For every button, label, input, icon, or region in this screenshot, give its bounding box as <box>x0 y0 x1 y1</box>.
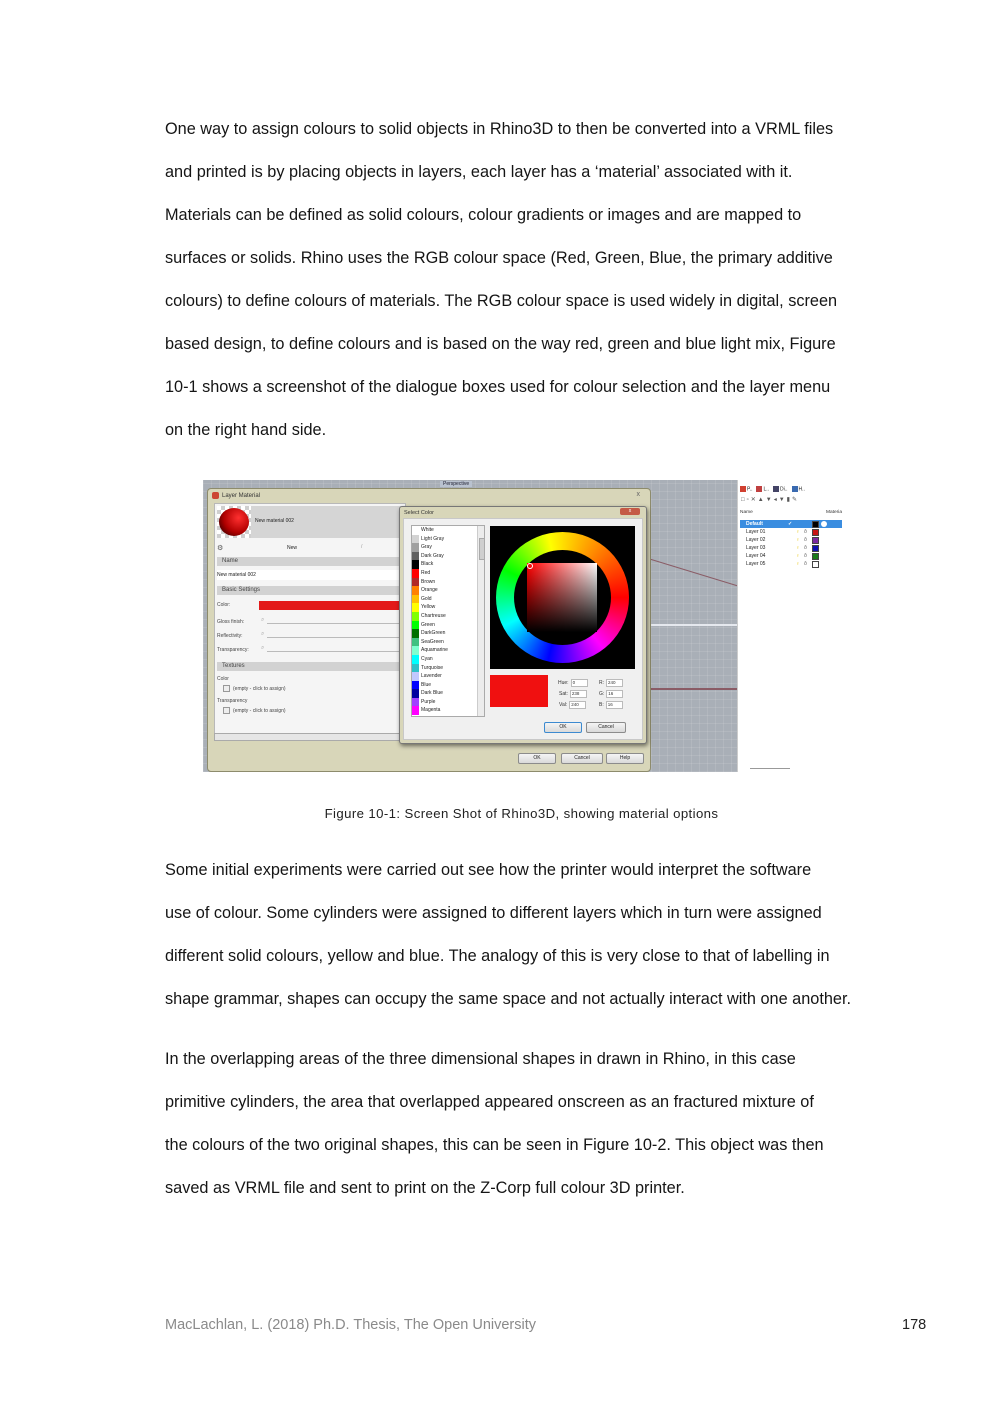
color-list-item[interactable] <box>412 655 484 664</box>
color-name: Magenta <box>421 707 441 714</box>
color-name: SeaGreen <box>421 638 444 645</box>
move-down-icon[interactable]: ▼ <box>765 497 774 503</box>
panel-tab-icon <box>740 486 746 492</box>
b-input[interactable]: 16 <box>606 701 623 709</box>
paragraph-intro <box>165 108 885 452</box>
val-field <box>559 701 586 709</box>
color-name: Green <box>421 621 435 628</box>
material-panel <box>214 503 406 741</box>
color-name: Dark Blue <box>421 690 443 697</box>
color-name: Chartreuse <box>421 612 446 619</box>
layer-row[interactable] <box>740 528 842 536</box>
color-name: Lavender <box>421 673 442 680</box>
lock-icon[interactable]: ð <box>804 553 807 559</box>
divider <box>750 768 790 769</box>
close-icon[interactable]: x <box>636 491 640 498</box>
color-swatch-icon <box>412 646 419 655</box>
scroll-thumb[interactable] <box>479 538 485 560</box>
panel-tab-label: H.. <box>798 486 805 493</box>
color-name: Aquamarine <box>421 647 448 654</box>
text-line: use of colour. Some cylinders were assigned to different layers which in turn were assigned <box>165 904 822 922</box>
vertical-scrollbar[interactable] <box>477 526 484 716</box>
lock-icon[interactable]: ð <box>804 561 807 567</box>
delete-icon[interactable]: ✕ <box>750 497 758 503</box>
sat-input[interactable]: 238 <box>570 690 587 698</box>
sat-label: Sat: <box>559 691 568 697</box>
color-swatch-icon <box>412 603 419 612</box>
slider-icon: ⌕ <box>261 617 265 623</box>
new-material-row <box>217 544 403 553</box>
new-button[interactable]: New <box>287 545 298 551</box>
color-list-item[interactable] <box>412 646 484 655</box>
color-name: Purple <box>421 698 436 705</box>
ok-button[interactable]: OK <box>518 753 556 764</box>
figure-rhino-screenshot <box>203 480 843 772</box>
select-color-body <box>403 518 643 740</box>
color-swatch-icon <box>412 672 419 681</box>
paragraph-overlap <box>165 1038 885 1210</box>
visibility-bulb-icon[interactable]: ♀ <box>796 561 800 567</box>
layer-color-swatch[interactable] <box>812 545 819 552</box>
layer-color-swatch[interactable] <box>812 521 819 528</box>
r-input[interactable]: 240 <box>606 679 623 687</box>
text-line: 10-1 shows a screenshot of the dialogue boxes used for colour selection and the layer menu <box>165 378 831 396</box>
layer-row[interactable] <box>740 520 842 528</box>
color-list[interactable] <box>411 525 485 717</box>
color-swatch-icon <box>412 706 419 715</box>
dialog-title: Select Color <box>404 510 434 516</box>
color-list-item[interactable] <box>412 535 484 544</box>
color-label: Color: <box>217 602 231 608</box>
material-sphere <box>219 508 249 536</box>
material-icon[interactable] <box>821 521 827 527</box>
cancel-button[interactable]: Cancel <box>586 722 626 733</box>
color-name: Gray <box>421 544 432 551</box>
transparency-label: Transparency: <box>217 647 249 653</box>
color-swatch-icon <box>412 543 419 552</box>
layer-row[interactable] <box>740 536 842 544</box>
slider-icon: ⌕ <box>261 631 265 637</box>
trash-icon[interactable]: ▮ <box>786 497 792 503</box>
color-swatch-icon <box>412 621 419 630</box>
new-layer-icon[interactable]: □ <box>741 497 747 503</box>
panel-tab-icon <box>792 486 798 492</box>
texture-color-empty: (empty - click to assign) <box>233 685 286 692</box>
layer-row[interactable] <box>740 552 842 560</box>
color-name: Light Gray <box>421 535 445 542</box>
color-name: Orange <box>421 587 438 594</box>
g-input[interactable]: 16 <box>606 690 623 698</box>
color-name: Yellow <box>421 604 436 611</box>
panel-tab[interactable] <box>792 486 805 492</box>
layer-list-header <box>740 510 842 515</box>
hue-input[interactable]: 0 <box>571 679 588 687</box>
texture-transparency-empty: (empty - click to assign) <box>233 707 286 714</box>
material-name-input[interactable]: New material 002 <box>217 570 403 580</box>
color-name: Blue <box>421 681 432 688</box>
layer-row[interactable] <box>740 544 842 552</box>
layers-panel <box>737 480 843 772</box>
color-list-item[interactable] <box>412 569 484 578</box>
val-input[interactable]: 240 <box>569 701 586 709</box>
hue-field <box>558 679 588 687</box>
color-swatch-icon <box>412 535 419 544</box>
layer-toolbar <box>741 496 799 503</box>
g-label: G: <box>599 691 605 697</box>
color-swatch-icon <box>412 664 419 673</box>
rhino-icon <box>212 492 219 499</box>
layer-name: Default <box>746 521 763 527</box>
color-name: Brown <box>421 578 436 585</box>
color-list-item[interactable] <box>412 638 484 647</box>
layer-name: Layer 05 <box>746 561 766 567</box>
text-line: saved as VRML file and sent to print on the Z-Corp full colour 3D printer. <box>165 1179 685 1197</box>
page-number: 178 <box>902 1317 927 1333</box>
viewport-axis-line <box>643 688 737 690</box>
color-name: DarkGreen <box>421 630 446 637</box>
r-label: R: <box>599 680 604 686</box>
color-picker-marker[interactable] <box>527 563 533 569</box>
color-wheel-panel[interactable] <box>490 526 635 669</box>
visibility-bulb-icon[interactable]: ♀ <box>796 553 800 559</box>
layer-color-swatch[interactable] <box>812 561 819 568</box>
gloss-label: Gloss finish: <box>217 619 245 625</box>
ok-button[interactable]: OK <box>544 722 582 733</box>
color-list-item[interactable] <box>412 664 484 673</box>
viewport-divider <box>643 624 737 626</box>
dialog-title-text: Layer Material <box>222 493 261 500</box>
color-swatch-icon <box>412 586 419 595</box>
figure-caption: Figure 10-1: Screen Shot of Rhino3D, showing material options <box>324 806 719 821</box>
horizontal-scrollbar[interactable] <box>214 733 404 741</box>
layer-name: Layer 04 <box>746 553 766 559</box>
color-list-item[interactable] <box>412 586 484 595</box>
gear-icon[interactable]: ⚙ <box>217 545 224 552</box>
panel-tabs <box>740 486 809 492</box>
color-list-item[interactable] <box>412 689 484 698</box>
transparency-slider[interactable] <box>267 651 403 652</box>
text-line: surfaces or solids. Rhino uses the RGB colour space (Red, Green, Blue, the primary additive <box>165 249 833 267</box>
val-label: Val: <box>559 702 568 708</box>
color-list-item[interactable] <box>412 621 484 630</box>
section-textures: Textures <box>217 662 403 671</box>
saturation-value-square[interactable] <box>527 563 597 632</box>
color-name: Dark Gray <box>421 552 444 559</box>
panel-tab-label: P.. <box>747 486 753 493</box>
color-swatch-icon <box>412 698 419 707</box>
color-list-item[interactable] <box>412 560 484 569</box>
header-name[interactable]: Name <box>740 510 753 515</box>
b-field <box>599 701 623 709</box>
color-list-item[interactable] <box>412 578 484 587</box>
reflectivity-slider[interactable] <box>267 637 403 638</box>
text-line: primitive cylinders, the area that overlapped appeared onscreen as an fractured mixture of <box>165 1093 814 1111</box>
color-list-item[interactable] <box>412 698 484 707</box>
paragraph-experiments <box>165 849 885 1021</box>
color-name: Turquoise <box>421 664 444 671</box>
panel-tab[interactable] <box>740 486 752 492</box>
color-list-item[interactable] <box>412 629 484 638</box>
layer-color-swatch[interactable] <box>812 529 819 536</box>
panel-tab[interactable] <box>756 486 769 492</box>
checkbox[interactable] <box>223 707 230 714</box>
color-swatch-icon <box>412 560 419 569</box>
panel-tab-label: Di.. <box>780 486 788 493</box>
text-line: Some initial experiments were carried out see how the printer would interpret the software <box>165 861 812 879</box>
color-list-item[interactable] <box>412 706 484 715</box>
texture-color-slot[interactable] <box>223 685 286 692</box>
layer-name: Layer 02 <box>746 537 766 543</box>
material-preview <box>217 506 251 538</box>
color-name: Gold <box>421 595 432 602</box>
panel-tab-icon <box>773 486 779 492</box>
panel-tab[interactable] <box>773 486 788 492</box>
visibility-bulb-icon[interactable]: ♀ <box>796 529 800 535</box>
section-name: Name <box>217 557 403 566</box>
color-swatch-icon <box>412 655 419 664</box>
viewport-curve <box>648 558 739 587</box>
color-swatch-icon <box>412 552 419 561</box>
color-swatch-icon <box>412 681 419 690</box>
r-field <box>599 679 623 687</box>
color-list-item[interactable] <box>412 681 484 690</box>
g-field <box>599 690 623 698</box>
texture-transparency-slot[interactable] <box>223 707 286 714</box>
text-line: the colours of the two original shapes, this can be seen in Figure 10-2. This object was then <box>165 1136 824 1154</box>
color-list-item[interactable] <box>412 595 484 604</box>
filter-icon[interactable]: ▼ <box>778 497 787 503</box>
lock-icon[interactable]: ð <box>804 537 807 543</box>
color-swatch-icon <box>412 526 419 535</box>
color-swatch-icon <box>412 569 419 578</box>
texture-color-label: Color <box>217 676 229 682</box>
layer-row[interactable] <box>740 560 842 568</box>
text-line: colours) to define colours of materials. The RGB colour space is used widely in digital, screen <box>165 292 838 310</box>
color-swatch-icon <box>412 638 419 647</box>
viewport-tab: Perspective <box>440 481 472 487</box>
color-list-item[interactable] <box>412 552 484 561</box>
text-line: and printed is by placing objects in layers, each layer has a ‘material’ associated with it. <box>165 163 793 181</box>
dialog-title <box>212 492 260 499</box>
copy-icon[interactable]: ▫ <box>746 497 751 503</box>
color-list-item[interactable] <box>412 526 484 535</box>
gloss-slider[interactable] <box>267 623 403 624</box>
lock-icon[interactable]: ð <box>804 529 807 535</box>
back-icon[interactable]: ◂ <box>773 497 779 503</box>
layer-list <box>740 520 842 568</box>
help-button[interactable]: Help <box>606 753 644 764</box>
layer-name: Layer 03 <box>746 545 766 551</box>
text-line: In the overlapping areas of the three dimensional shapes in drawn in Rhino, in this case <box>165 1050 796 1068</box>
sat-field <box>559 690 587 698</box>
color-name: Cyan <box>421 655 433 662</box>
close-button[interactable]: x <box>620 508 640 515</box>
section-basic-settings: Basic Settings <box>217 586 403 595</box>
checkbox[interactable] <box>223 685 230 692</box>
layer-color-swatch[interactable] <box>812 537 819 544</box>
text-line: Materials can be defined as solid colours, colour gradients or images and are mapped to <box>165 206 802 224</box>
color-name: White <box>421 527 434 533</box>
texture-transparency-label: Transparency <box>217 698 248 704</box>
layer-color-swatch[interactable] <box>812 553 819 560</box>
header-material[interactable]: Materia <box>826 510 842 515</box>
text-line: on the right hand side. <box>165 421 327 439</box>
tools-icon[interactable]: ✎ <box>791 497 800 503</box>
color-list-item[interactable] <box>412 543 484 552</box>
visibility-bulb-icon[interactable]: ♀ <box>796 545 800 551</box>
color-swatch-icon <box>412 578 419 587</box>
slider-icon: ⌕ <box>261 645 265 651</box>
layer-name: Layer 01 <box>746 529 766 535</box>
material-name-label: New material 002 <box>255 518 294 524</box>
reflectivity-label: Reflectivity: <box>217 633 243 639</box>
edit-icon[interactable]: / <box>361 544 363 550</box>
color-swatch-icon <box>412 612 419 621</box>
current-layer-check-icon: ✓ <box>788 521 793 527</box>
text-line: different solid colours, yellow and blue. The analogy of this is very close to that of labelling in <box>165 947 830 965</box>
select-color-dialog <box>399 506 647 744</box>
color-swatch-icon <box>412 689 419 698</box>
color-list-item[interactable] <box>412 603 484 612</box>
text-line: shape grammar, shapes can occupy the same space and not actually interact with one another. <box>165 990 852 1008</box>
panel-tab-icon <box>756 486 762 492</box>
color-swatch-icon <box>412 595 419 604</box>
visibility-bulb-icon[interactable]: ♀ <box>796 537 800 543</box>
text-line: based design, to define colours and is based on the way red, green and blue light mix, Figure <box>165 335 836 353</box>
hue-label: Hue: <box>558 680 569 686</box>
color-swatch-icon <box>412 629 419 638</box>
color-list-item[interactable] <box>412 612 484 621</box>
color-name: Black <box>421 561 434 568</box>
text-line: One way to assign colours to solid objects in Rhino3D to then be converted into a VRML files <box>165 120 834 138</box>
selected-color-swatch <box>490 675 548 707</box>
b-label: B: <box>599 702 604 708</box>
move-up-icon[interactable]: ▲ <box>757 497 766 503</box>
color-list-item[interactable] <box>412 672 484 681</box>
footer-citation: MacLachlan, L. (2018) Ph.D. Thesis, The Open University <box>165 1317 537 1333</box>
color-swatch[interactable] <box>259 601 405 610</box>
color-name: Red <box>421 569 431 576</box>
panel-tab-label: L.. <box>763 486 770 493</box>
lock-icon[interactable]: ð <box>804 545 807 551</box>
cancel-button[interactable]: Cancel <box>561 753 603 764</box>
